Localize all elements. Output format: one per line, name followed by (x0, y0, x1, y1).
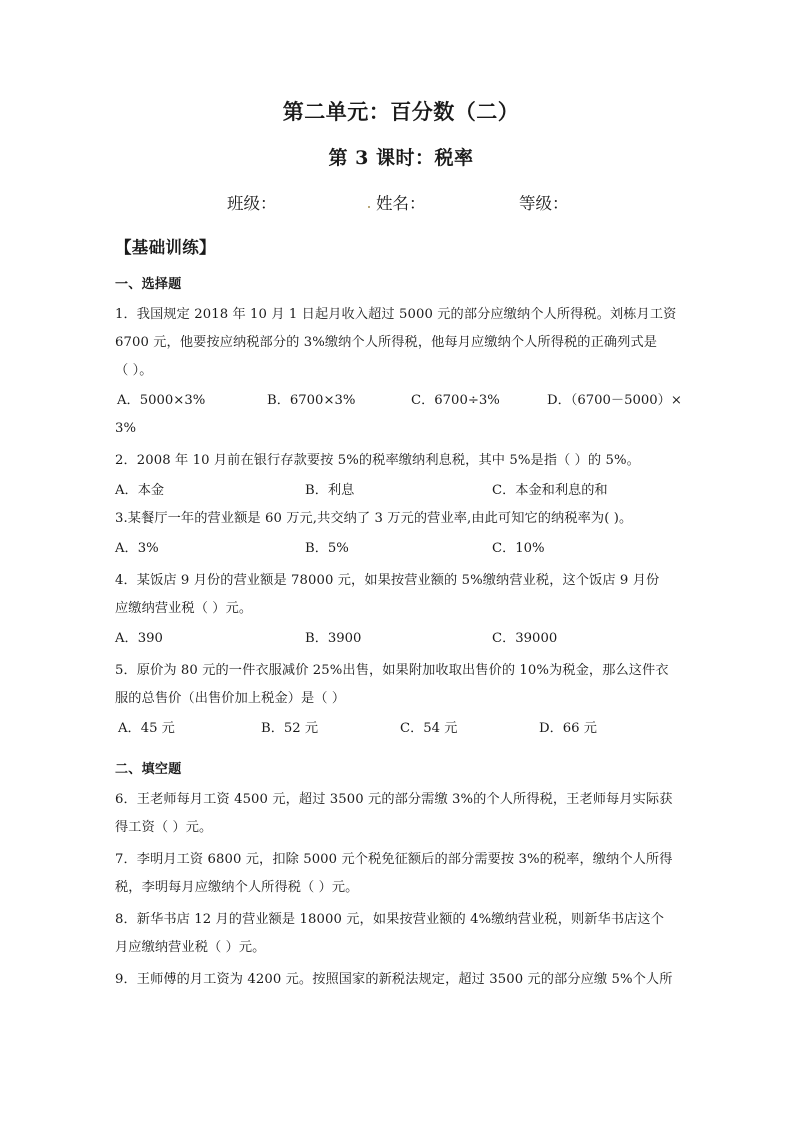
question-4-line-1: 4．某饭店 9 月份的营业额是 78000 元，如果按营业额的 5%缴纳营业税，这个饭店 9 月份 (115, 573, 660, 588)
question-6-line-1: 6．王老师每月工资 4500 元，超过 3500 元的部分需缴 3%的个人所得税，王老师每月实际获 (115, 792, 673, 807)
option-a[interactable]: A．3% (115, 541, 159, 556)
option-c[interactable]: C．本金和利息的和 (492, 483, 608, 498)
page-content (115, 0, 687, 994)
student-info-row (115, 170, 687, 216)
question-4-line-2: 应缴纳营业税（ ）元。 (115, 601, 253, 616)
question-8-line-1: 8．新华书店 12 月的营业额是 18000 元，如果按营业额的 4%缴纳营业税，则新华书店这个 (115, 912, 664, 927)
grade-label: 等级： (519, 194, 569, 213)
option-b[interactable]: B．利息 (305, 483, 355, 498)
question-2-options (115, 475, 687, 505)
option-c[interactable]: C．39000 (492, 631, 558, 646)
question-1-line-3: （ ）。 (115, 363, 153, 378)
option-d[interactable]: D．66 元 (539, 721, 597, 736)
question-7-line-1: 7．李明月工资 6800 元，扣除 5000 元个税免征额后的部分需要按 3%的税率，缴纳个人所得 (115, 852, 673, 867)
question-5-line-1: 5．原价为 80 元的一件衣服减价 25%出售，如果附加收取出售价的 10%为税金，那么这件衣 (115, 663, 669, 678)
question-1-options (115, 385, 687, 415)
question-6-line-2: 得工资（ ）元。 (115, 820, 213, 835)
option-c[interactable]: C．54 元 (400, 721, 458, 736)
question-2-line-1: 2．2008 年 10 月前在银行存款要按 5%的税率缴纳利息税，其中 5%是指（ ）的 5%。 (115, 453, 640, 468)
section-heading-fill-in-blank: 二、填空题 (115, 762, 182, 777)
option-b[interactable]: B．3900 (305, 631, 362, 646)
name-label: 姓名： (376, 194, 426, 213)
question-5-line-2: 服的总售价（出售价加上税金）是（ ） (115, 691, 346, 706)
option-b[interactable]: B．6700×3% (267, 393, 356, 408)
question-3-options (115, 533, 687, 563)
option-a[interactable]: A．390 (115, 631, 163, 646)
question-4-options (115, 623, 687, 653)
page-subtitle: 第 3 课时：税率 (328, 147, 474, 169)
option-c[interactable]: C．10% (492, 541, 545, 556)
option-b[interactable]: B．5% (305, 541, 349, 556)
option-a[interactable]: A．5000×3% (117, 393, 206, 408)
question-1-line-2: 6700 元，他要按应纳税部分的 3%缴纳个人所得税，他每月应缴纳个人所得税的正确列式是 (115, 335, 658, 350)
option-a[interactable]: A．45 元 (118, 721, 175, 736)
question-1-line-1: 1．我国规定 2018 年 10 月 1 日起月收入超过 5000 元的部分应缴纳个人所得税。刘栋月工资 (115, 307, 677, 322)
basic-training-heading: 【基础训练】 (115, 238, 216, 257)
question-5-options (115, 713, 687, 743)
question-1-options-overflow: 3% (115, 421, 137, 436)
page-title: 第二单元：百分数（二） (282, 99, 520, 124)
question-8-line-2: 月应缴纳营业税（ ）元。 (115, 940, 266, 955)
question-7-line-2: 税，李明每月应缴纳个人所得税（ ）元。 (115, 880, 359, 895)
option-a[interactable]: A．本金 (115, 483, 165, 498)
option-b[interactable]: B．52 元 (261, 721, 319, 736)
class-label: 班级： (227, 194, 277, 213)
question-9-line-1: 9．王师傅的月工资为 4200 元。按照国家的新税法规定，超过 3500 元的部分应缴 5%个人所 (115, 972, 673, 987)
question-3-line-1: 3.某餐厅一年的营业额是 60 万元,共交纳了 3 万元的营业率,由此可知它的纳税率为( )。 (115, 511, 633, 526)
option-d[interactable]: D．（6700－5000）× (547, 393, 682, 408)
option-c[interactable]: C．6700÷3% (411, 393, 500, 408)
section-heading-multiple-choice: 一、选择题 (115, 277, 182, 292)
stray-dot-mark (368, 206, 370, 208)
